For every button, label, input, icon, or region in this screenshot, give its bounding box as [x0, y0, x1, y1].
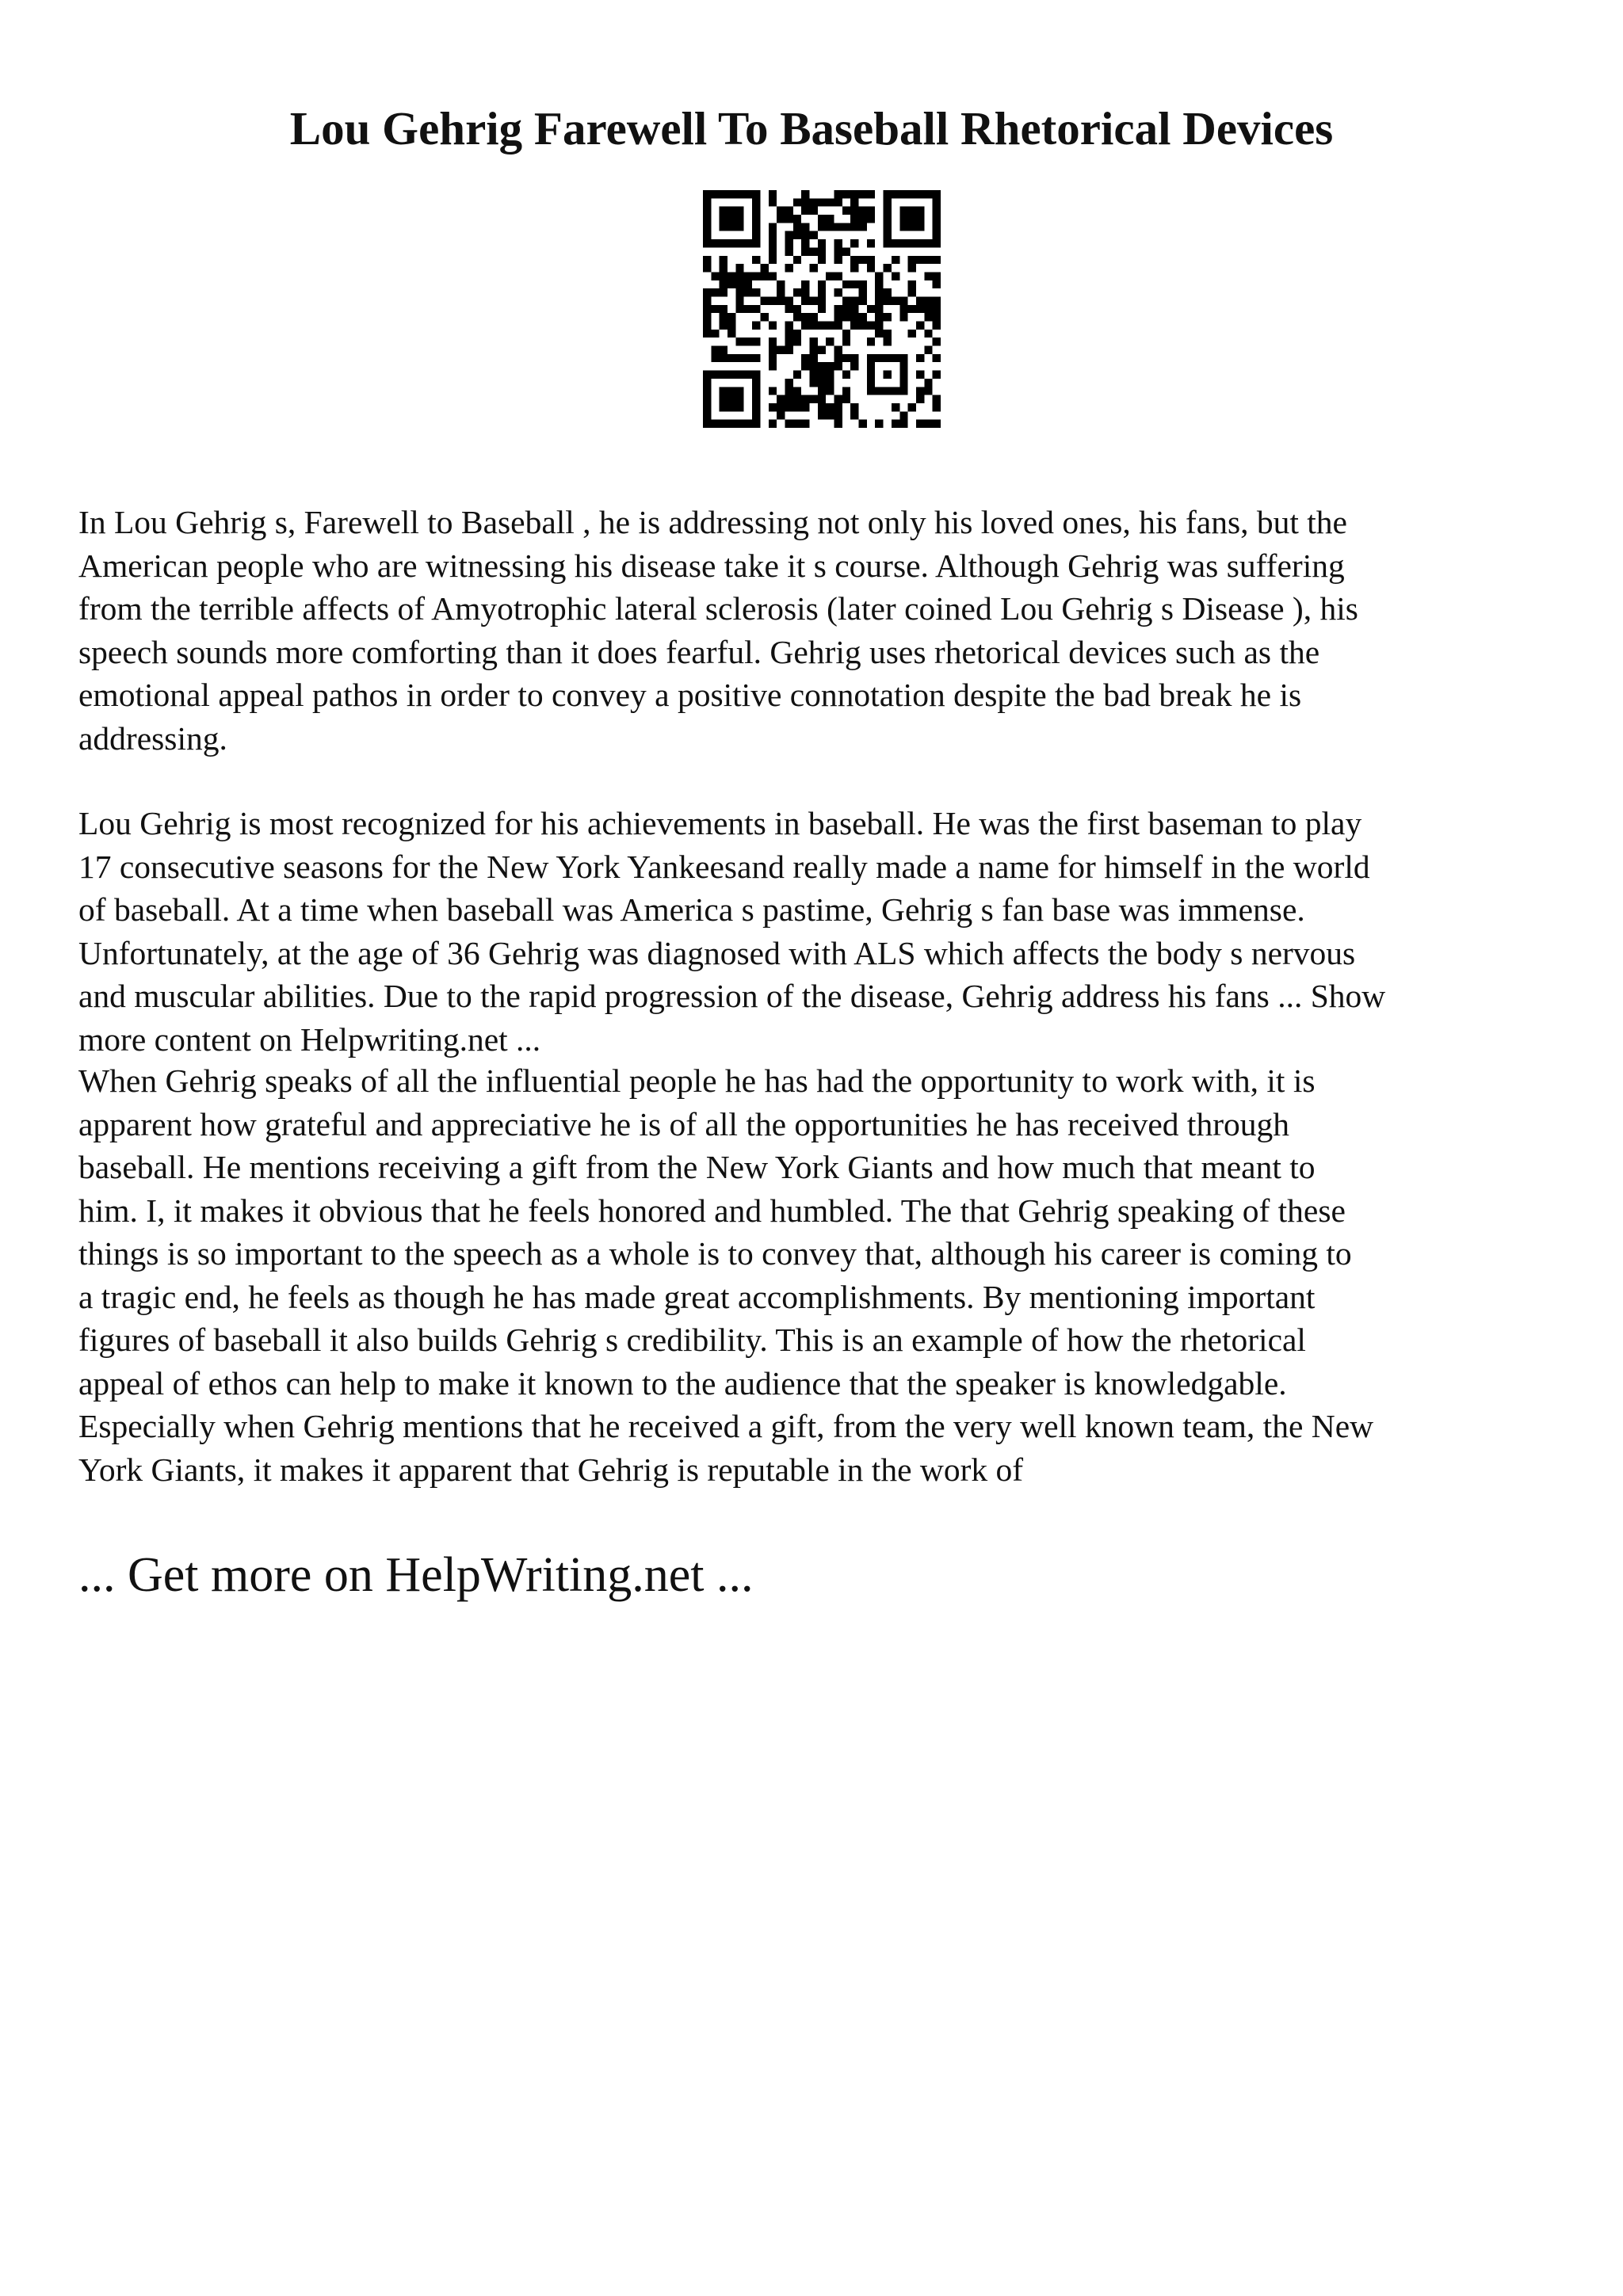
page-title: Lou Gehrig Farewell To Baseball Rhetorical Devices: [289, 102, 1334, 154]
paragraph-background: Lou Gehrig is most recognized for his achievements in baseball. He was the first baseman to play 17 consecutive seasons for the New York Yankeesand really made a name for himself in the world of baseball. At a time when baseball was America s pastime, Gehrig s fan base was immense. Unfortunately, at the age of 36 Gehrig was diagnosed with ALS which affects the body s nervous and muscular abilities. Due to the rapid progression of the disease, Gehrig address his fans ... Show more content on Helpwriting.net ...: [78, 805, 1386, 1058]
get-more-link[interactable]: ... Get more on HelpWriting.net ...: [78, 1548, 754, 1602]
paragraph-introduction: In Lou Gehrig s, Farewell to Baseball , he is addressing not only his loved ones, his fans, but the American people who are witnessing his disease take it s course. Although Gehrig was suffering from the terrible affects of Amyotrophic lateral sclerosis (later coined Lou Gehrig s Disease ), his speech sounds more comforting than it does fearful. Gehrig uses rhetorical devices such as the emotional appeal pathos in order to convey a positive connotation despite the bad break he is addressing.: [78, 504, 1358, 757]
qr-code-icon[interactable]: [703, 190, 941, 428]
paragraph-ethos: When Gehrig speaks of all the influential people he has had the opportunity to work with, it is apparent how grateful and appreciative he is of all the opportunities he has received through baseball. He mentions receiving a gift from the New York Giants and how much that meant to him. I, it makes it obvious that he feels honored and humbled. The that Gehrig speaking of these things is so important to the speech as a whole is to convey that, although his career is coming to a tragic end, he feels as though he has made great accomplishments. By mentioning important figures of baseball it also builds Gehrig s credibility. This is an example of how the rhetorical appeal of ethos can help to make it known to the audience that the speaker is knowledgable. Especially when Gehrig mentions that he received a gift, from the very well known team, the New York Giants, it makes it apparent that Gehrig is reputable in the work of: [78, 1062, 1374, 1488]
